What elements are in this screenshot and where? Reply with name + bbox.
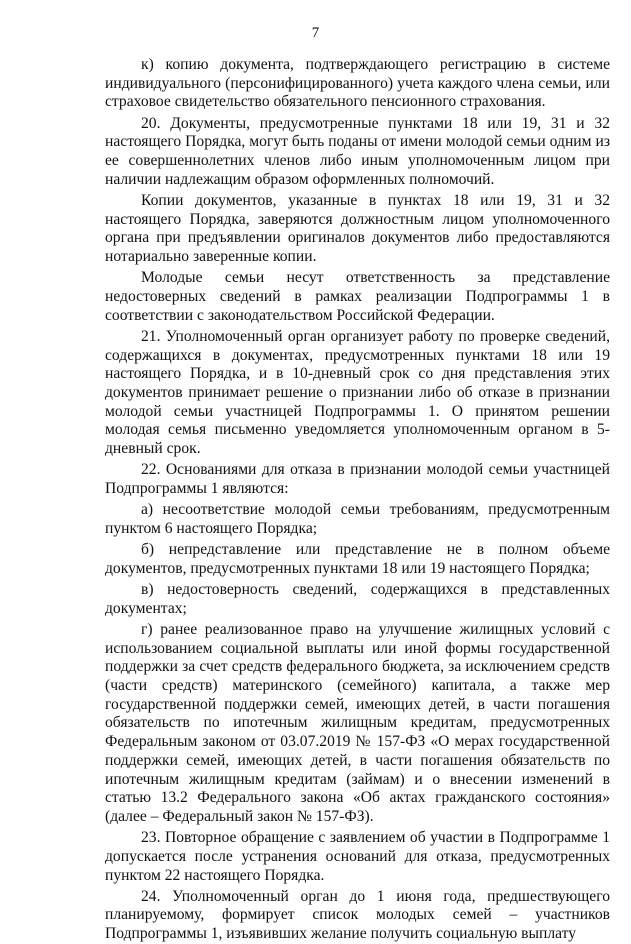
paragraph-responsibility: Молодые семьи несут ответственность за представление недостоверных сведений в рамках реализации Подпрограммы 1 в соответствии с законодательством Российской Федерации. [105, 269, 610, 324]
paragraph-21-verification: 21. Уполномоченный орган организует работу по проверке сведений, содержащихся в документах, предусмотренных пунктами 18 или 19 настоящего Порядка, и в 10-дневный срок со дня представления этих документов принимает решение о признании либо об отказе в признании молодой семьи участницей Подпрограммы 1. О принятом решении молодая семья письменно уведомляется уполномоченным органом в 5-дневный срок. [105, 327, 610, 458]
document-body [105, 56, 610, 944]
paragraph-22-a: а) несоответствие молодой семьи требованиям, предусмотренным пунктом 6 настоящего Порядка; [105, 501, 610, 537]
paragraph-copies-certification: Копии документов, указанные в пунктах 18 или 19, 31 и 32 настоящего Порядка, заверяются должностным лицом уполномоченного органа при предъявлении оригиналов документов либо предоставляются нотариально заверенные копии. [105, 191, 610, 266]
paragraph-20-submission: 20. Документы, предусмотренные пунктами 18 или 19, 31 и 32 настоящего Порядка, могут быть поданы от имени молодой семьи одним из ее совершеннолетних членов либо иным уполномоченным лицом при наличии надлежащим образом оформленных полномочий. [105, 114, 610, 188]
paragraph-22-b: б) непредставление или представление не в полном объеме документов, предусмотренных пунктами 18 или 19 настоящего Порядка; [105, 541, 610, 577]
paragraph-22-refusal-grounds: 22. Основаниями для отказа в признании молодой семьи участницей Подпрограммы 1 являются: [105, 461, 610, 497]
paragraph-22-g: г) ранее реализованное право на улучшение жилищных условий с использованием социальной выплаты или иной формы государственной поддержки за счет средств федерального бюджета, за исключением средств (части средств) материнского (семейного) капитала, а также мер государственной поддержки семей, имеющих детей, в части погашения обязательств по ипотечным жилищным кредитам, предусмотренных Федеральным законом от 03.07.2019 № 157-ФЗ «О мерах государственной поддержки семей, имеющих детей, в части погашения обязательств по ипотечным жилищным кредитам (займам) и о внесении изменений в статью 13.2 Федерального закона «Об актах гражданского состояния» (далее – Федеральный закон № 157-ФЗ). [105, 620, 610, 825]
paragraph-24-list-formation: 24. Уполномоченный орган до 1 июня года, предшествующего планируемому, формирует список молодых семей – участников Подпрограммы 1, изъявивших желание получить социальную выплату [105, 887, 610, 943]
paragraph-item-k-snils: к) копию документа, подтверждающего регистрацию в системе индивидуального (персонифицированного) учета каждого члена семьи, или страховое свидетельство обязательного пенсионного страхования. [105, 56, 610, 111]
paragraph-22-v: в) недостоверность сведений, содержащихся в представленных документах; [105, 580, 610, 617]
paragraph-23-reapplication: 23. Повторное обращение с заявлением об участии в Подпрограмме 1 допускается после устранения оснований для отказа, предусмотренных пунктом 22 настоящего Порядка. [105, 829, 610, 884]
page-number: 7 [311, 25, 320, 41]
